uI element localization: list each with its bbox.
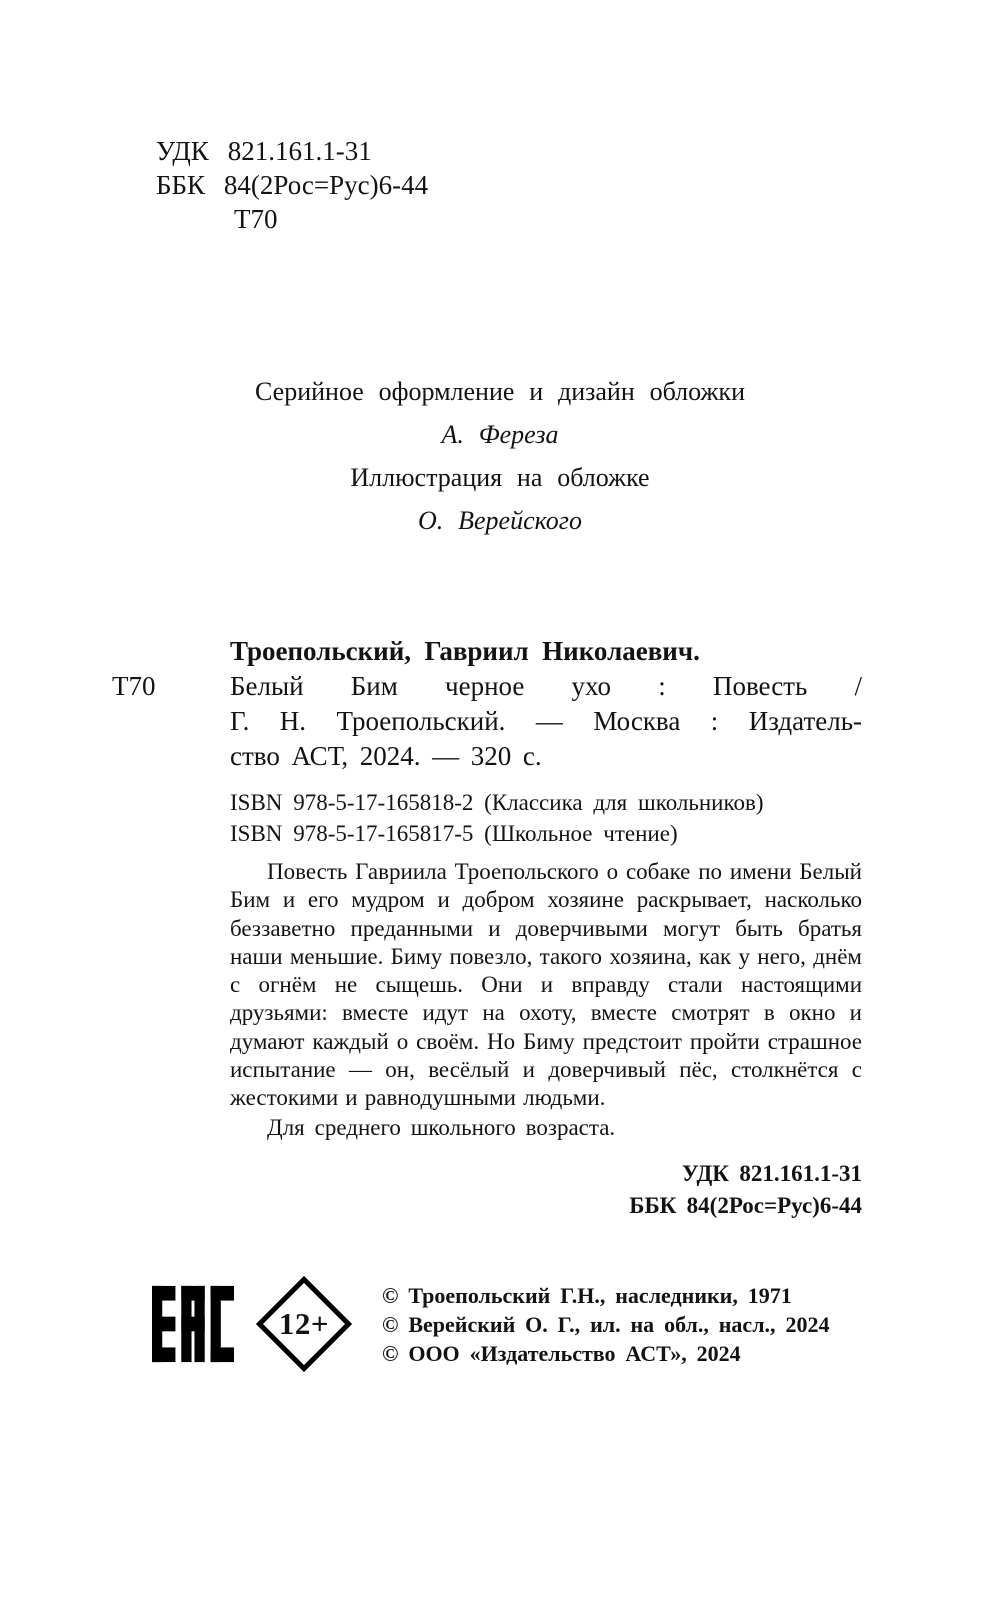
age-rating-badge xyxy=(256,1276,352,1372)
age-rating-text: 12+ xyxy=(278,1306,330,1341)
bibliographic-description xyxy=(230,669,862,774)
imprint-footer xyxy=(152,1276,880,1372)
copyright-line-illustrator: © Верейский О. Г., ил. на обл., насл., 2024 xyxy=(382,1311,830,1337)
bbk-code-bottom: ББК 84(2Рос=Рус)6-44 xyxy=(629,1192,862,1218)
bbk-code: ББК 84(2Рос=Рус)6-44 xyxy=(156,170,429,200)
catalog-card xyxy=(112,634,862,1222)
series-design-label: Серийное оформление и дизайн обложки xyxy=(255,377,745,406)
audience-note: Для среднего школьного возраста. xyxy=(267,1114,616,1140)
eac-conformity-mark-icon xyxy=(152,1284,234,1364)
udk-code-bottom: УДК 821.161.1-31 xyxy=(681,1160,862,1186)
biblio-line: Г. Н. Троепольский. — Москва : Издатель- xyxy=(230,706,862,736)
copyright-block xyxy=(382,1281,829,1368)
isbn-block xyxy=(230,787,862,849)
cover-artist-name: О. Верейского xyxy=(418,506,582,535)
design-credits xyxy=(0,370,1000,542)
copyright-line-publisher: © ООО «Издательство АСТ», 2024 xyxy=(382,1340,741,1366)
annotation-text: Повесть Гавриила Троепольского о собаке по имени Белый Бим и его мудром и добром хозяине раскрывает, насколько беззаветно преданными и доверчивыми могут быть братья наши меньшие. Биму повезло, такого хозяина, как у него, днём с огнём не сыщешь. Они и вправду стали настоящими друзьями: вместе идут на охоту, вместе смотрят в окно и думают каждый о своём. Но Биму предстоит пройти страшное испытание — он, весёлый и доверчивый пёс, столкнётся с жестокими и равнодушными людьми. xyxy=(230,859,862,1111)
udk-code: УДК 821.161.1-31 xyxy=(156,136,372,166)
cover-illustration-label: Иллюстрация на обложке xyxy=(350,463,650,492)
biblio-line: ство АСТ, 2024. — 320 с. xyxy=(230,741,542,771)
biblio-line: Белый Бим черное ухо : Повесть / xyxy=(230,671,862,701)
catalog-author-sign: Т70 xyxy=(112,671,156,701)
classification-codes-bottom xyxy=(230,1158,862,1222)
isbn-line-1: ISBN 978-5-17-165818-2 (Классика для школьников) xyxy=(230,790,764,815)
author-sign: Т70 xyxy=(234,204,278,234)
isbn-line-2: ISBN 978-5-17-165817-5 (Школьное чтение) xyxy=(230,821,678,846)
series-designer-name: А. Фереза xyxy=(441,420,559,449)
catalog-author-heading: Троепольский, Гавриил Николаевич. xyxy=(230,636,700,666)
copyright-line-author: © Троепольский Г.Н., наследники, 1971 xyxy=(382,1282,792,1308)
classification-codes-top xyxy=(156,134,428,236)
